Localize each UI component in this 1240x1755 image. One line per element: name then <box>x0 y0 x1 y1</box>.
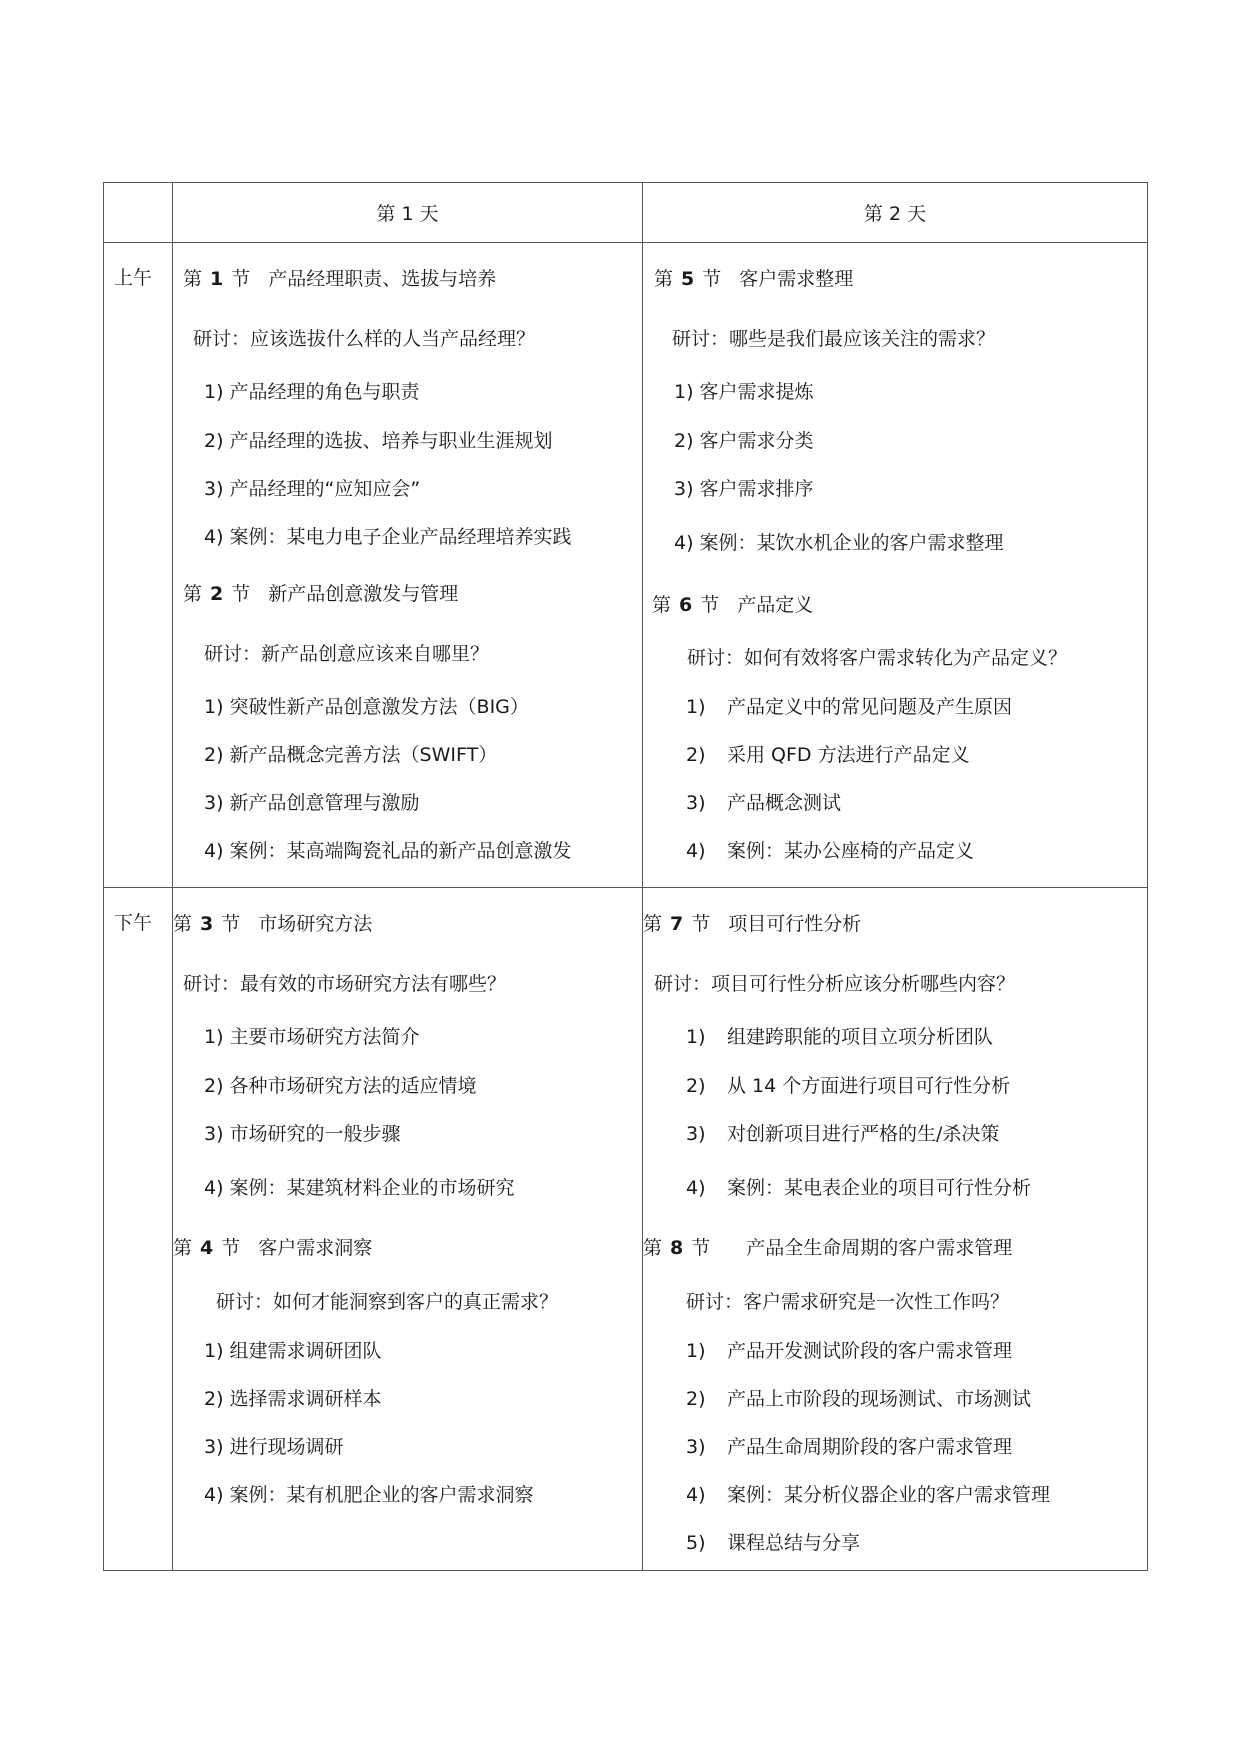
list-item-number: 5) <box>686 1532 706 1555</box>
discussion-question: 研讨：最有效的市场研究方法有哪些？ <box>183 973 507 996</box>
section-heading: 第 5 节 客户需求整理 <box>654 268 854 291</box>
list-item: 1) 组建需求调研团队 <box>204 1340 382 1363</box>
list-item-number: 2) <box>686 1388 706 1411</box>
list-item: 3) 客户需求排序 <box>674 478 814 501</box>
list-item: 采用 QFD 方法进行产品定义 <box>727 744 970 767</box>
list-item-number: 1) <box>686 696 706 719</box>
section-heading: 第 3 节 市场研究方法 <box>173 913 373 936</box>
list-item: 2) 客户需求分类 <box>674 430 814 453</box>
list-item-number: 4) <box>686 1177 706 1200</box>
list-item: 1) 产品经理的角色与职责 <box>204 381 420 404</box>
list-item-number: 3) <box>686 792 706 815</box>
list-item-number: 4) <box>686 840 706 863</box>
list-item: 4) 案例：某电力电子企业产品经理培养实践 <box>204 526 572 549</box>
list-item-number: 4) <box>686 1484 706 1507</box>
list-item-number: 2) <box>686 1075 706 1098</box>
list-item: 案例：某分析仪器企业的客户需求管理 <box>727 1484 1051 1507</box>
section-heading: 第 8 节 产品全生命周期的客户需求管理 <box>643 1237 1013 1260</box>
list-item: 4) 案例：某高端陶瓷礼品的新产品创意激发 <box>204 840 572 863</box>
course-schedule-table <box>103 182 1148 1571</box>
list-item-number: 1) <box>686 1340 706 1363</box>
list-item: 2) 选择需求调研样本 <box>204 1388 382 1411</box>
section-heading: 第 7 节 项目可行性分析 <box>643 913 862 936</box>
morning-row <box>104 243 1148 888</box>
corner-cell <box>104 183 173 243</box>
header-row <box>104 183 1148 243</box>
list-item: 组建跨职能的项目立项分析团队 <box>727 1026 994 1049</box>
list-item: 产品定义中的常见问题及产生原因 <box>727 696 1013 719</box>
afternoon-label: 下午 <box>104 888 173 1571</box>
list-item: 4) 案例：某饮水机企业的客户需求整理 <box>674 532 1004 555</box>
morning-label: 上午 <box>104 243 173 888</box>
list-item-number: 1) <box>686 1026 706 1049</box>
list-item: 对创新项目进行严格的生/杀决策 <box>727 1123 1000 1146</box>
list-item: 3) 新产品创意管理与激励 <box>204 792 420 815</box>
list-item: 案例：某办公座椅的产品定义 <box>727 840 975 863</box>
list-item: 1) 主要市场研究方法简介 <box>204 1026 420 1049</box>
section-heading: 第 2 节 新产品创意激发与管理 <box>183 583 459 606</box>
section-heading: 第 6 节 产品定义 <box>652 594 814 617</box>
list-item: 4) 案例：某建筑材料企业的市场研究 <box>204 1177 515 1200</box>
list-item: 3) 进行现场调研 <box>204 1436 344 1459</box>
afternoon-row <box>104 888 1148 1571</box>
discussion-question: 研讨：客户需求研究是一次性工作吗？ <box>686 1291 1010 1314</box>
list-item-number: 3) <box>686 1436 706 1459</box>
list-item: 案例：某电表企业的项目可行性分析 <box>727 1177 1032 1200</box>
list-item: 1) 客户需求提炼 <box>674 381 814 404</box>
list-item: 2) 新产品概念完善方法（SWIFT） <box>204 744 498 767</box>
discussion-question: 研讨：如何有效将客户需求转化为产品定义？ <box>687 647 1068 670</box>
discussion-question: 研讨：哪些是我们最应该关注的需求？ <box>672 328 996 351</box>
section-heading: 第 4 节 客户需求洞察 <box>173 1237 373 1260</box>
morning-day2-cell <box>643 243 1148 888</box>
discussion-question: 研讨：项目可行性分析应该分析哪些内容？ <box>654 973 1016 996</box>
day1-header: 第 1 天 <box>173 183 643 243</box>
morning-day1-cell <box>173 243 643 888</box>
day2-header: 第 2 天 <box>643 183 1148 243</box>
afternoon-day1-cell <box>173 888 643 1571</box>
discussion-question: 研讨：新产品创意应该来自哪里？ <box>204 643 490 666</box>
afternoon-day2-cell <box>643 888 1148 1571</box>
list-item: 2) 各种市场研究方法的适应情境 <box>204 1075 477 1098</box>
list-item: 课程总结与分享 <box>727 1532 861 1555</box>
section-heading: 第 1 节 产品经理职责、选拔与培养 <box>183 268 497 291</box>
list-item: 产品生命周期阶段的客户需求管理 <box>727 1436 1013 1459</box>
discussion-question: 研讨：如何才能洞察到客户的真正需求？ <box>216 1291 559 1314</box>
discussion-question: 研讨：应该选拔什么样的人当产品经理？ <box>193 328 536 351</box>
list-item: 从 14 个方面进行项目可行性分析 <box>727 1075 1011 1098</box>
list-item: 产品开发测试阶段的客户需求管理 <box>727 1340 1013 1363</box>
list-item: 3) 产品经理的“应知应会” <box>204 478 421 501</box>
list-item: 3) 市场研究的一般步骤 <box>204 1123 401 1146</box>
list-item: 1) 突破性新产品创意激发方法（BIG） <box>204 696 529 719</box>
list-item-number: 3) <box>686 1123 706 1146</box>
list-item-number: 2) <box>686 744 706 767</box>
list-item: 产品概念测试 <box>727 792 842 815</box>
list-item: 2) 产品经理的选拔、培养与职业生涯规划 <box>204 430 553 453</box>
list-item: 4) 案例：某有机肥企业的客户需求洞察 <box>204 1484 534 1507</box>
list-item: 产品上市阶段的现场测试、市场测试 <box>727 1388 1032 1411</box>
